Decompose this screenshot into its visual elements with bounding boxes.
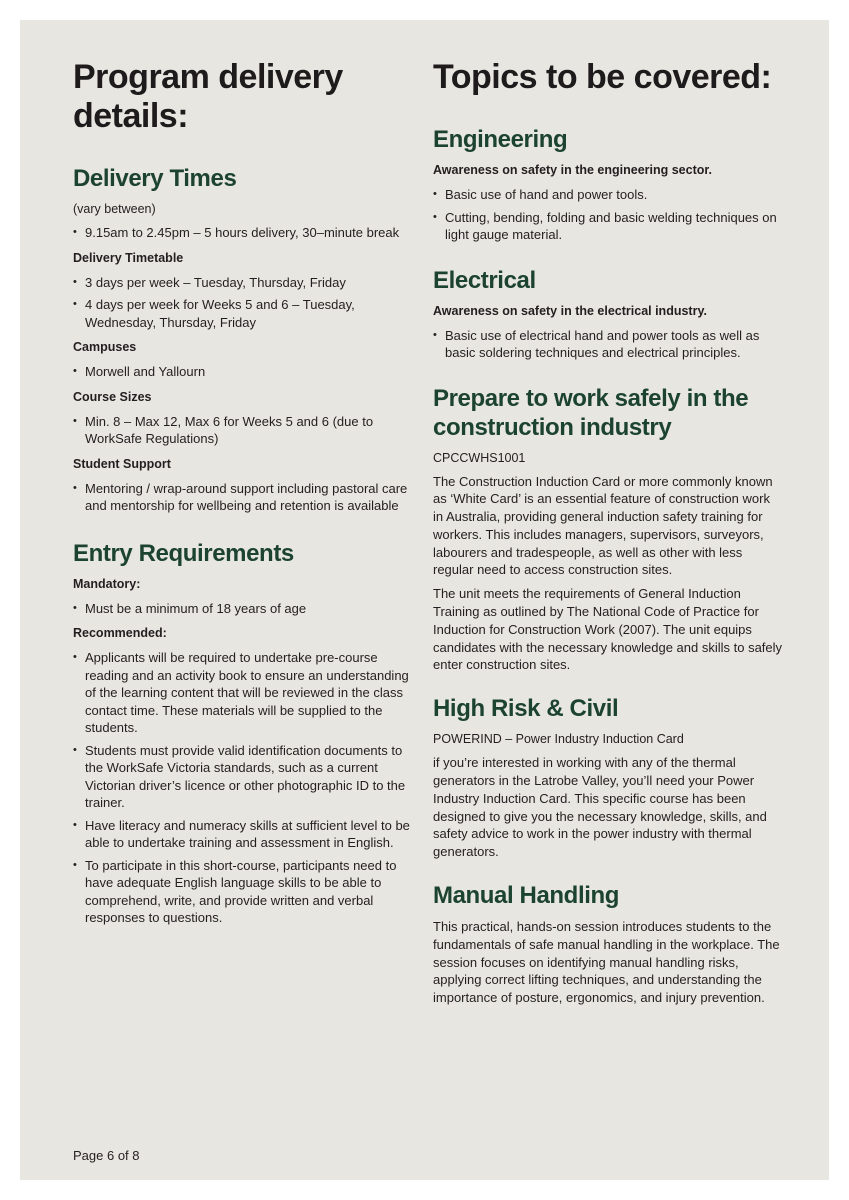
recommended-label: Recommended: <box>73 626 167 640</box>
page-number: Page 6 of 8 <box>73 1148 140 1163</box>
topics-title: Topics to be covered: <box>433 58 772 96</box>
mandatory-label: Mandatory: <box>73 576 141 591</box>
list-item: • Morwell and Yallourn <box>73 363 418 381</box>
delivery-times-note: (vary between) <box>73 202 156 216</box>
delivery-times-heading: Delivery Times <box>73 165 237 192</box>
campuses-list <box>73 363 418 381</box>
page <box>20 20 829 1180</box>
construction-heading: Prepare to work safely in the construction industry <box>433 384 749 441</box>
list-item: • Students must provide valid identification documents to the WorkSafe Victoria standards, such as a current Victorian driver’s licence or other photographic ID to the trainer. <box>73 742 418 812</box>
list-item: • Cutting, bending, folding and basic welding techniques on light gauge material. <box>433 209 783 244</box>
campuses-label: Campuses <box>73 340 137 354</box>
electrical-heading: Electrical <box>433 266 536 294</box>
student-support-list <box>73 480 418 515</box>
list-item: • Mentoring / wrap-around support including pastoral care and mentorship for wellbeing and retention is available <box>73 480 418 515</box>
right-column <box>433 58 783 1013</box>
entry-requirements-heading: Entry Requirements <box>73 539 294 567</box>
delivery-times-list <box>73 224 418 242</box>
list-item: • To participate in this short-course, participants need to have adequate English language skills to be able to comprehend, write, and provide written and verbal responses to questions. <box>73 857 418 927</box>
construction-paragraph-1: The Construction Induction Card or more commonly known as ‘White Card’ is an essential feature of construction work in Australia, providing general induction safety training for workers. This includes managers, supervisors, surveyors, labourers and tradespeople, as well as other with less regular need to access construction sites. <box>433 473 773 578</box>
left-column <box>73 58 418 935</box>
list-item: • Applicants will be required to undertake pre-course reading and an activity book to ensure an understanding of the learning content that will be reviewed in the class contact time. These materials will be supplied to the students. <box>73 649 418 737</box>
list-item: • Min. 8 – Max 12, Max 6 for Weeks 5 and 6 (due to WorkSafe Regulations) <box>73 413 418 448</box>
list-item: • 9.15am to 2.45pm – 5 hours delivery, 30–minute break <box>73 224 418 242</box>
manual-handling-heading: Manual Handling <box>433 882 620 910</box>
high-risk-heading: High Risk & Civil <box>433 695 619 723</box>
list-item: • 4 days per week for Weeks 5 and 6 – Tuesday, Wednesday, Thursday, Friday <box>73 296 418 331</box>
manual-handling-paragraph: This practical, hands-on session introduces students to the fundamentals of safe manual handling in the workplace. The session focuses on identifying manual handling risks, applying correct lifting techniques, and understanding the importance of posture, ergonomics, and injury prevention. <box>433 919 780 1006</box>
electrical-list <box>433 327 783 362</box>
list-item: • Basic use of hand and power tools. <box>433 186 783 204</box>
high-risk-unit-code: POWERIND – Power Industry Induction Card <box>433 732 684 747</box>
delivery-timetable-label: Delivery Timetable <box>73 250 184 265</box>
list-item: • 3 days per week – Tuesday, Thursday, Friday <box>73 274 418 292</box>
list-item: • Must be a minimum of 18 years of age <box>73 600 418 618</box>
course-sizes-label: Course Sizes <box>73 389 152 404</box>
construction-paragraph-2: The unit meets the requirements of General Induction Training as outlined by The National Code of Practice for Induction for Construction Work (2007). The unit equips candidates with the necessary knowledge and skills to safely enter construction sites. <box>433 586 783 673</box>
list-item: • Basic use of electrical hand and power tools as well as basic soldering techniques and electrical principles. <box>433 327 783 362</box>
recommended-list <box>73 649 418 927</box>
engineering-subtitle: Awareness on safety in the engineering sector. <box>433 163 713 177</box>
program-delivery-title: Program delivery details: <box>73 58 343 135</box>
course-sizes-list <box>73 413 418 448</box>
list-item: • Have literacy and numeracy skills at sufficient level to be able to undertake training and assessment in English. <box>73 817 418 852</box>
mandatory-list <box>73 600 418 618</box>
electrical-subtitle: Awareness on safety in the electrical industry. <box>433 303 707 318</box>
delivery-timetable-list <box>73 274 418 332</box>
student-support-label: Student Support <box>73 456 171 471</box>
high-risk-paragraph: if you’re interested in working with any of the thermal generators in the Latrobe Valley, you’ll need your Power Industry Induction Card. This specific course has been designed to give you the necessary knowledge, skills, and safety advice to work in the power industry with thermal generators. <box>433 755 767 860</box>
construction-unit-code: CPCCWHS1001 <box>433 450 526 465</box>
engineering-heading: Engineering <box>433 126 568 153</box>
engineering-list <box>433 186 783 244</box>
